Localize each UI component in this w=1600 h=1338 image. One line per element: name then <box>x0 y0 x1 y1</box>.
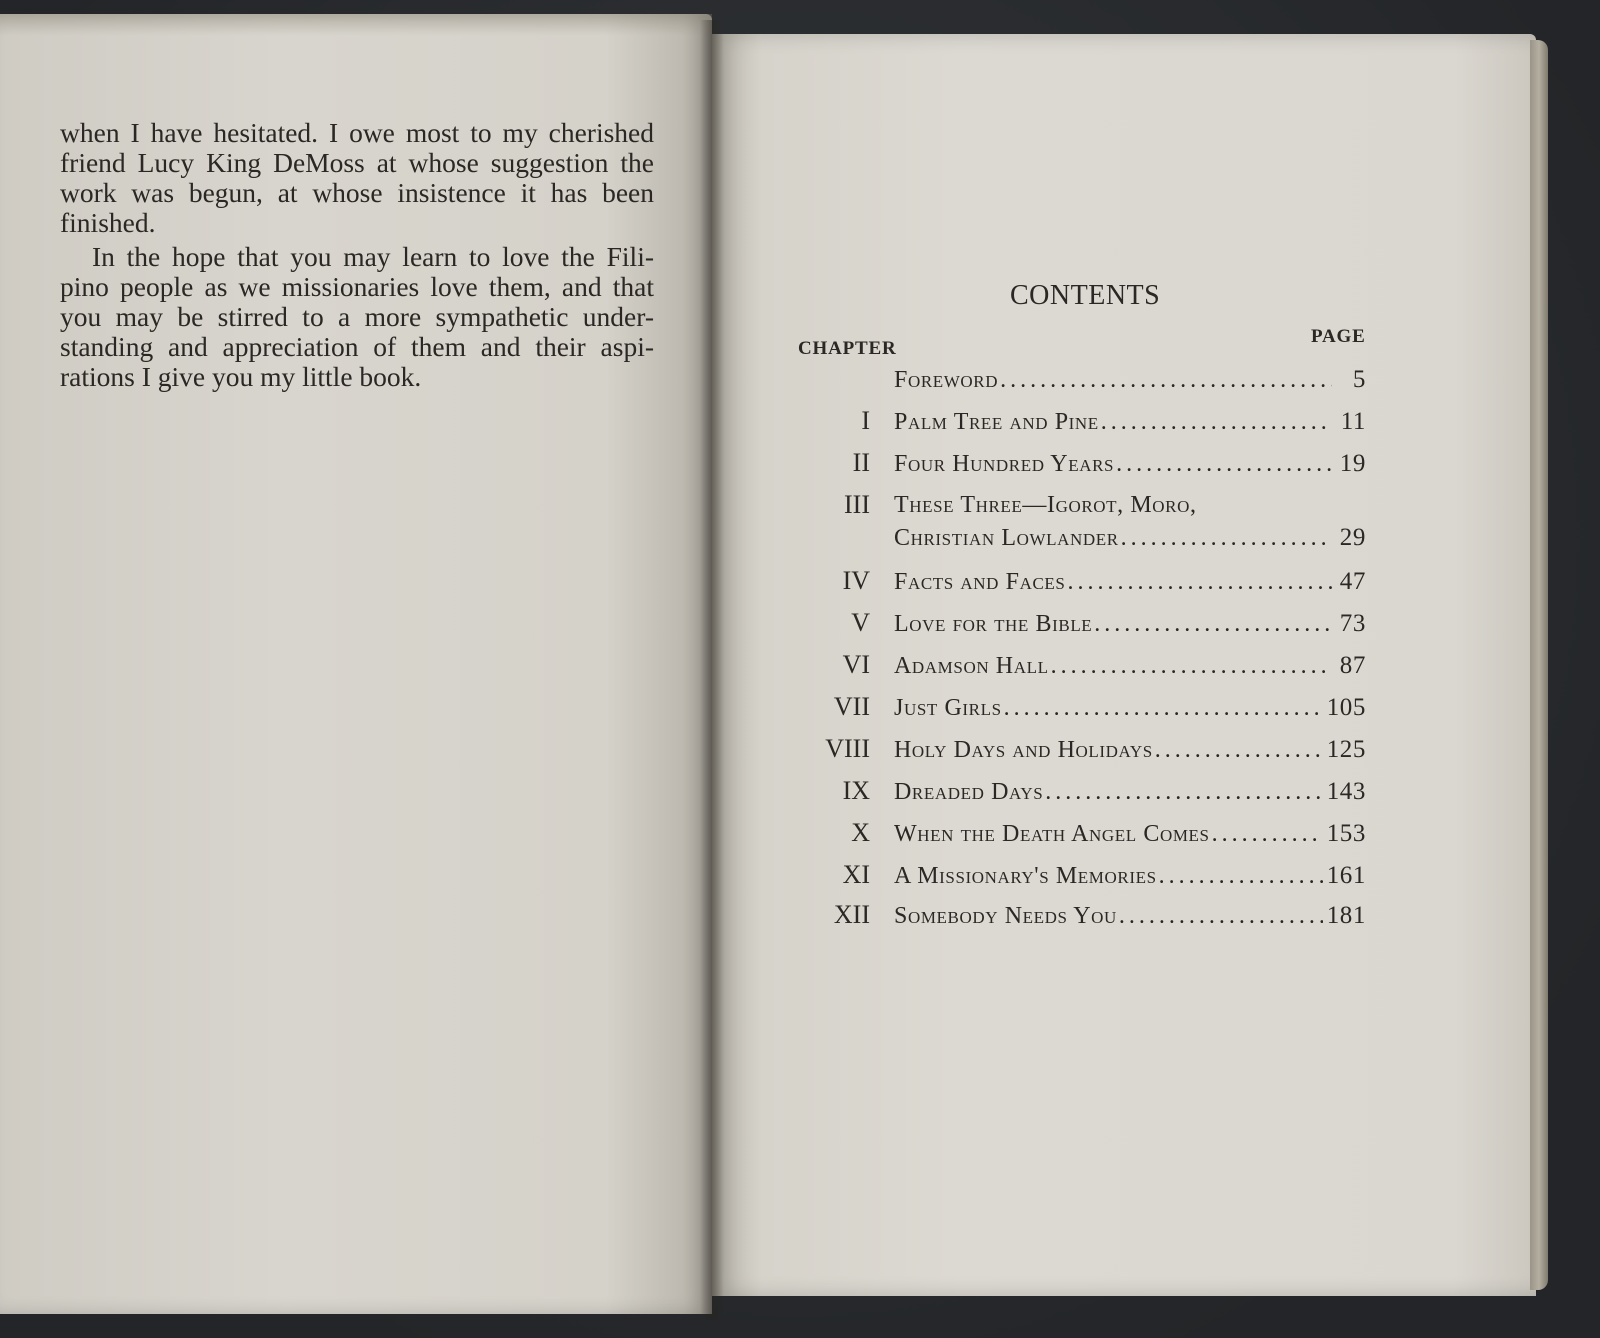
chapter-title: Adamson Hall <box>894 653 1049 679</box>
chapter-title-line <box>894 694 1366 722</box>
chapter-title-line <box>894 408 1366 436</box>
chapter-title-line <box>894 492 1366 519</box>
chapter-number: VIII <box>825 734 870 763</box>
text-line: when I have hesitated. I owe most to my cherished <box>60 117 654 148</box>
paragraph-2 <box>60 242 654 392</box>
page-number: 143 <box>1326 778 1366 805</box>
chapter-title-line <box>894 524 1366 552</box>
toc-entry <box>800 692 1366 728</box>
left-page <box>0 14 712 1314</box>
contents-title: CONTENTS <box>1010 280 1161 311</box>
chapter-title-line <box>894 902 1366 930</box>
chapter-title: When the Death Angel Comes <box>894 821 1210 847</box>
chapter-number: VI <box>842 650 870 679</box>
toc-entry <box>800 522 1366 558</box>
chapter-number: X <box>851 818 870 847</box>
page-number: 5 <box>1352 366 1366 393</box>
preface-text <box>60 118 654 392</box>
page-column-header: PAGE <box>1311 326 1366 347</box>
page-number: 11 <box>1340 408 1366 435</box>
page-number: 105 <box>1326 694 1366 721</box>
chapter-column-header: CHAPTER <box>798 338 897 359</box>
toc-entry <box>800 406 1366 442</box>
dot-leader <box>1051 653 1332 680</box>
page-number: 29 <box>1339 524 1366 551</box>
chapter-number: IV <box>842 566 870 595</box>
dot-leader <box>1000 367 1332 394</box>
page-number: 153 <box>1326 820 1366 847</box>
toc-entry <box>800 490 1366 526</box>
chapter-number: XI <box>842 860 870 889</box>
chapter-title: These Three—Igorot, Moro, <box>894 492 1197 518</box>
chapter-title-line <box>894 366 1366 394</box>
text-line: work was begun, at whose insistence it has been <box>60 177 654 208</box>
page-number: 161 <box>1326 862 1366 889</box>
dot-leader <box>1159 863 1323 890</box>
chapter-title: Somebody Needs You <box>894 903 1117 929</box>
toc-entry <box>800 364 1366 400</box>
chapter-title: Palm Tree and Pine <box>894 409 1099 435</box>
chapter-number: II <box>852 448 870 477</box>
chapter-title-line <box>894 568 1366 596</box>
text-line: finished. <box>60 207 156 238</box>
toc-entry <box>800 608 1366 644</box>
dot-leader <box>1212 821 1323 848</box>
page-number: 181 <box>1326 902 1366 929</box>
toc-entry <box>800 566 1366 602</box>
chapter-number: IX <box>842 776 870 805</box>
chapter-title-line <box>894 778 1366 806</box>
chapter-title: Love for the Bible <box>894 611 1093 637</box>
dot-leader <box>1155 737 1323 764</box>
toc-entry <box>800 776 1366 812</box>
dot-leader <box>1067 569 1332 596</box>
toc-entry <box>800 860 1366 896</box>
chapter-title-line <box>894 652 1366 680</box>
chapter-title: Holy Days and Holidays <box>894 737 1153 763</box>
chapter-title-line <box>894 450 1366 478</box>
toc-entry <box>800 818 1366 854</box>
chapter-number: I <box>861 406 870 435</box>
chapter-title: A Missionary's Memories <box>894 863 1157 889</box>
toc-entry <box>800 448 1366 484</box>
chapter-title: Foreword <box>894 367 999 393</box>
chapter-title-line <box>894 610 1366 638</box>
toc-entry <box>800 900 1366 936</box>
dot-leader <box>1004 695 1323 722</box>
dot-leader <box>1119 903 1323 930</box>
dot-leader <box>1121 525 1332 552</box>
text-line: friend Lucy King DeMoss at whose suggestion the <box>60 147 654 178</box>
book-gutter <box>700 20 724 1320</box>
page-number: 19 <box>1339 450 1366 477</box>
chapter-number: VII <box>833 692 870 721</box>
page-number: 87 <box>1339 652 1366 679</box>
dot-leader <box>1116 451 1332 478</box>
chapter-title-line <box>894 820 1366 848</box>
chapter-title-line <box>894 736 1366 764</box>
dot-leader <box>1045 779 1322 806</box>
chapter-number: XII <box>833 900 870 929</box>
chapter-title: Facts and Faces <box>894 569 1066 595</box>
text-line: rations I give you my little book. <box>60 361 422 392</box>
toc-entry <box>800 734 1366 770</box>
text-line: you may be stirred to a more sympathetic under- <box>60 301 654 332</box>
chapter-title: Four Hundred Years <box>894 451 1115 477</box>
page-edges <box>1530 40 1548 1290</box>
dot-leader <box>1101 409 1332 436</box>
chapter-number: V <box>851 608 870 637</box>
dot-leader <box>1094 611 1332 638</box>
page-number: 125 <box>1326 736 1366 763</box>
chapter-number: III <box>844 490 870 519</box>
page-number: 47 <box>1339 568 1366 595</box>
chapter-title: Just Girls <box>894 695 1002 721</box>
toc-entry <box>800 650 1366 686</box>
chapter-title: Christian Lowlander <box>894 525 1119 551</box>
chapter-title-line <box>894 862 1366 890</box>
text-line: In the hope that you may learn to love the Fili- <box>92 241 654 272</box>
paragraph-1 <box>60 118 654 238</box>
text-line: pino people as we missionaries love them, and that <box>60 271 654 302</box>
page-number: 73 <box>1339 610 1366 637</box>
chapter-title: Dreaded Days <box>894 779 1044 805</box>
text-line: standing and appreciation of them and their aspi- <box>60 331 654 362</box>
